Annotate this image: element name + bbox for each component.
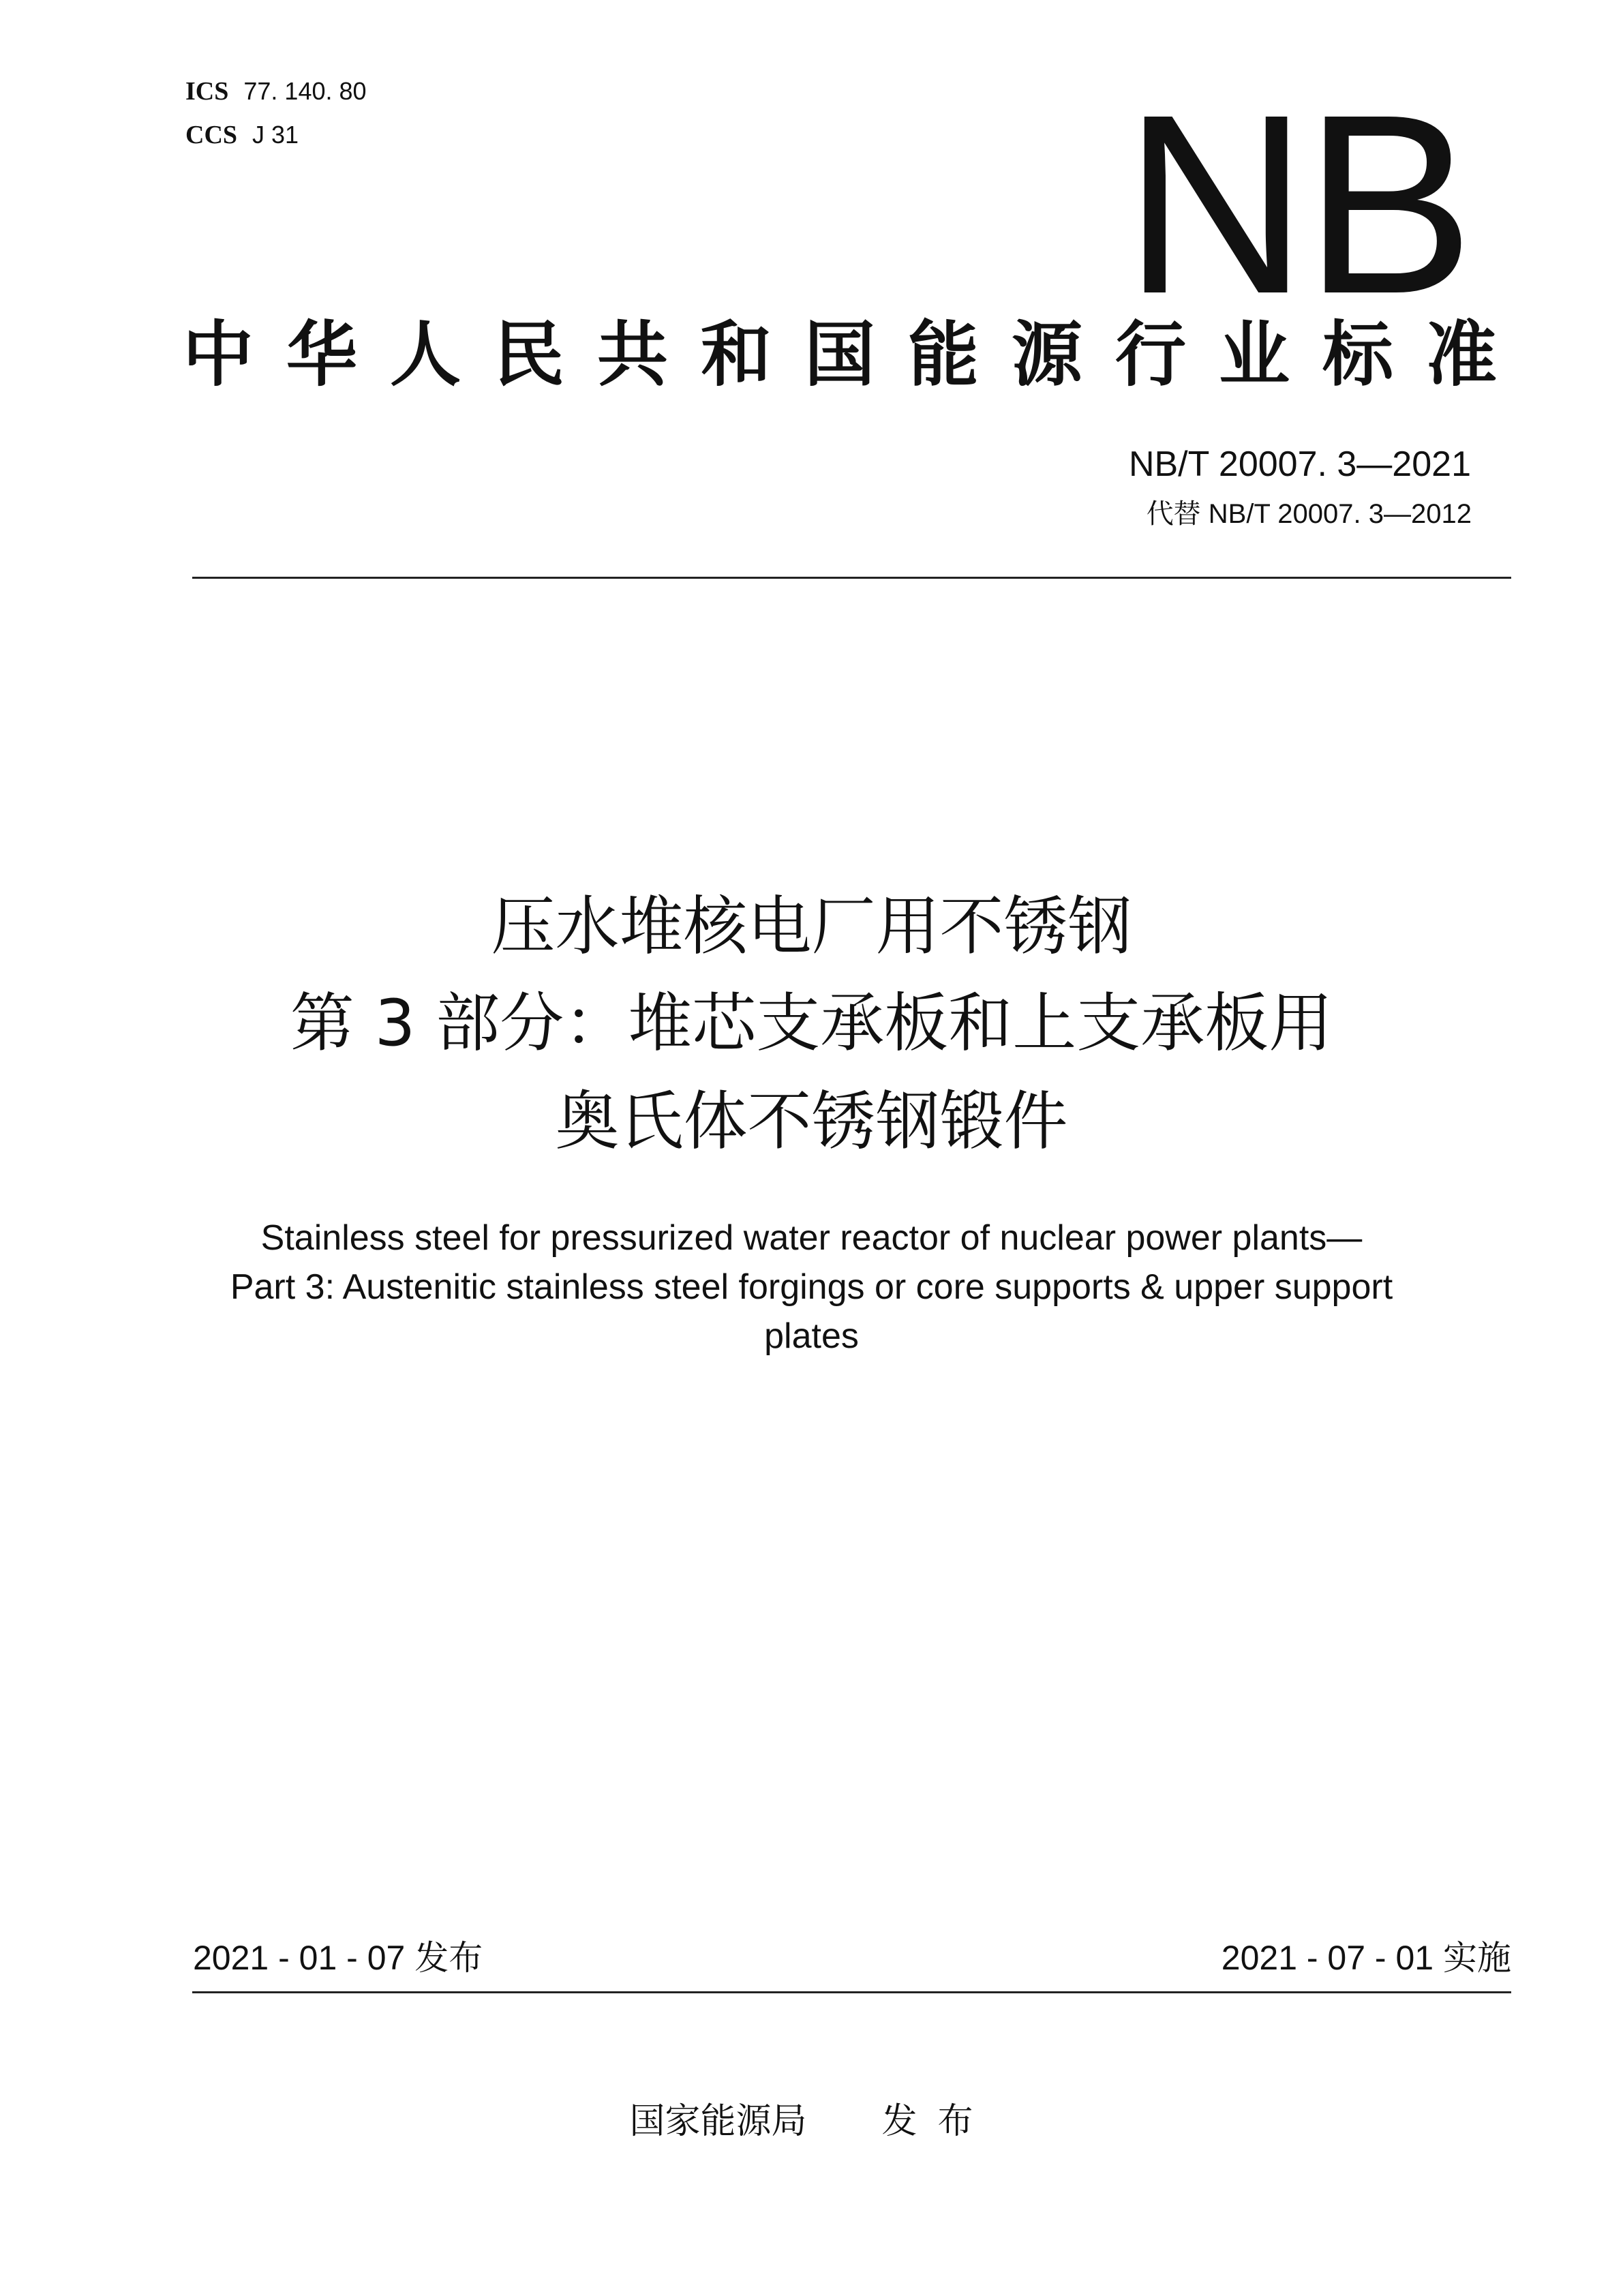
- english-title-line-2: Part 3: Austenitic stainless steel forgings or core supports & upper support: [230, 1267, 1393, 1307]
- nb-logo: NB: [1123, 62, 1470, 347]
- ccs-label: CCS: [185, 121, 238, 149]
- chinese-title-line-2: 第 3 部分：堆芯支承板和上支承板用: [290, 986, 1333, 1061]
- header-divider: [192, 577, 1511, 579]
- ics-label: ICS: [185, 77, 229, 106]
- footer-divider: [192, 1991, 1511, 1993]
- standard-number: NB/T 20007. 3—2021: [1128, 444, 1471, 484]
- chinese-title-line-1: 压水堆核电厂用不锈钢: [491, 890, 1132, 964]
- issuer-line: [0, 2100, 1623, 2143]
- issuer-name: 国家能源局: [629, 2102, 807, 2141]
- issue-date: 2021 - 01 - 07 发布: [193, 1939, 483, 1977]
- replaced-standard: 代替 NB/T 20007. 3—2012: [1146, 499, 1472, 529]
- ccs-classification: [185, 120, 299, 150]
- ics-classification: [185, 76, 367, 106]
- implementation-date: 2021 - 07 - 01 实施: [1221, 1939, 1511, 1977]
- issuer-action: 发布: [881, 2102, 994, 2141]
- ccs-code: J 31: [252, 121, 299, 149]
- english-title-line-3: plates: [764, 1316, 859, 1356]
- issuing-category-title: 中华人民共和国能源行业标准: [183, 313, 1530, 396]
- english-title-line-1: Stainless steel for pressurized water reactor of nuclear power plants—: [260, 1218, 1363, 1258]
- ics-code: 77. 140. 80: [243, 77, 367, 105]
- chinese-title-line-3: 奥氏体不锈钢锻件: [555, 1085, 1068, 1159]
